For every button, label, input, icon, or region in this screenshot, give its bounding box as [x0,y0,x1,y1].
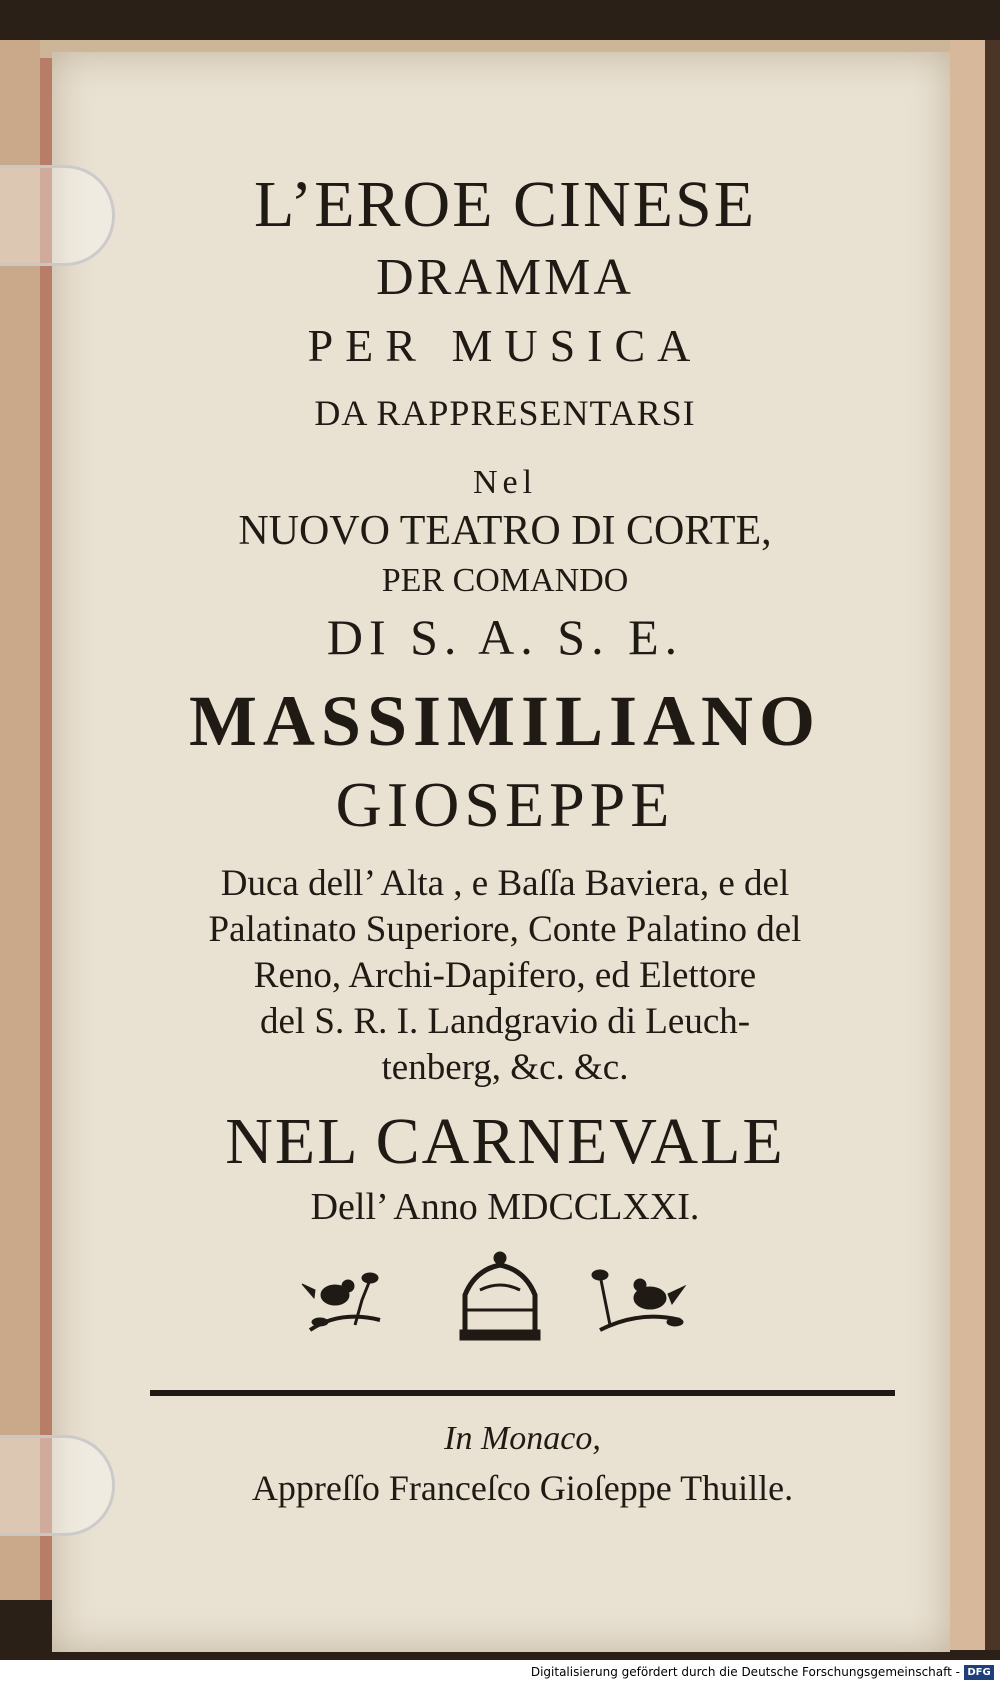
patron-title-line: Palatinato Superiore, Conte Palatino del [208,909,802,950]
patron-title-line: Reno, Archi-Dapifero, ed Elettore [253,955,757,996]
crown-icon [460,1252,540,1340]
funding-credit: Digitalisierung gefördert durch die Deutsche Forschungsgemeinschaft - [530,1665,960,1679]
right-spine [985,40,1000,1650]
theatre-line: NUOVO TEATRO DI CORTE, [238,508,772,554]
page-clip [0,1435,115,1536]
ornament-row [300,1250,760,1350]
performance-line: DA RAPPRESENTARSI [314,393,696,433]
honorific-line: DI S. A. S. E. [326,609,684,665]
work-title: L’EROE CINESE [253,168,757,241]
imprint-place: In Monaco, [444,1420,601,1457]
patron-title-line: del S. R. I. Landgravio di Leuch- [259,1001,751,1042]
command-line: PER COMANDO [381,562,629,599]
imprint-block [150,1415,895,1513]
bird-ornament-icon [592,1270,685,1330]
occasion-line: NEL CARNEVALE [225,1105,785,1178]
dfg-logo: DFG [964,1665,994,1680]
patron-second-name: GIOSEPPE [335,769,675,840]
genre-line: DRAMMA [376,249,634,306]
bird-ornament-icon [302,1273,380,1330]
year-line: Dell’ Anno MDCCLXXI. [310,1186,700,1228]
genre-subline: PER MUSICA [307,320,703,371]
horizontal-rule [150,1390,895,1396]
patron-title-line: tenberg, &c. &c. [381,1047,629,1088]
patron-name: MASSIMILIANO [188,681,822,761]
preposition-line: Nel [472,464,538,501]
patron-title-line: Duca dell’ Alta , e Baſſa Baviera, e del [220,863,790,904]
title-text-block [80,165,930,1231]
imprint-printer: Appreſſo Franceſco Gioſeppe Thuille. [251,1468,794,1508]
digitization-footer [0,1660,1000,1685]
